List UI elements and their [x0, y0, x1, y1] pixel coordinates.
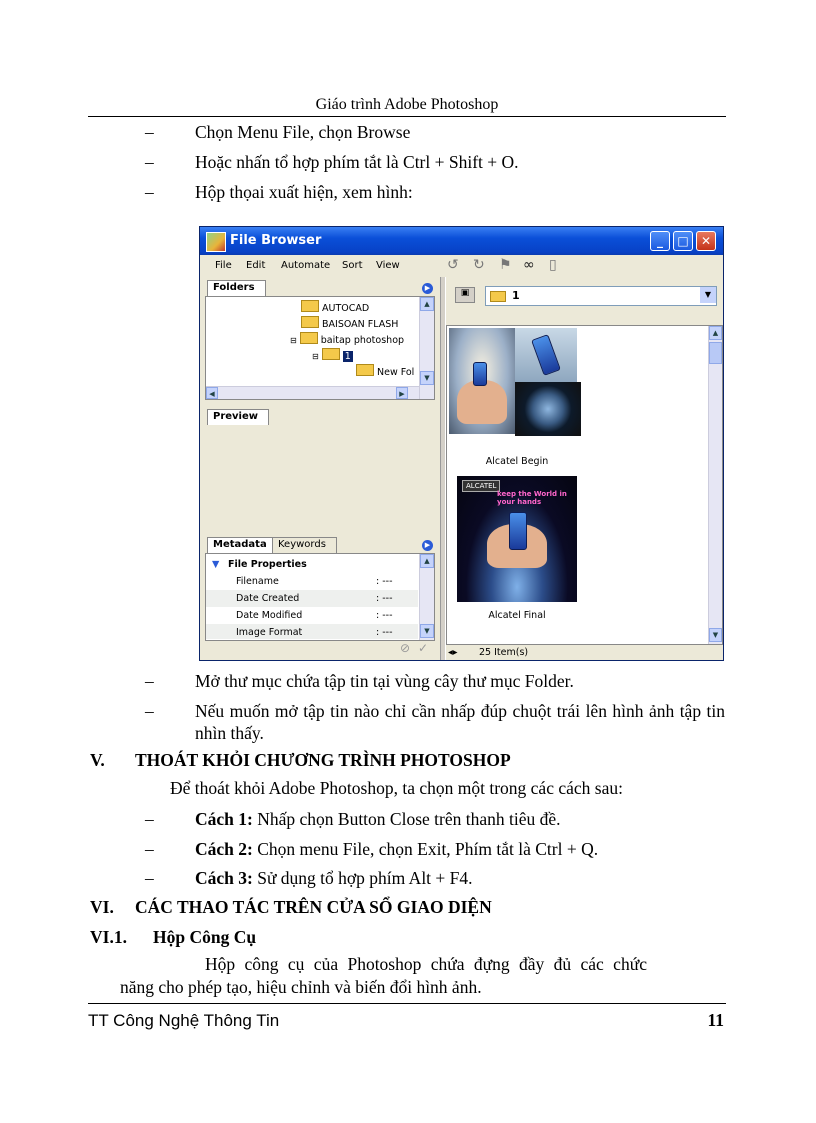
scroll-up-icon[interactable]: ▲	[420, 554, 434, 568]
collapse-icon[interactable]: ⊟	[290, 336, 297, 345]
check-icon[interactable]: ✓	[418, 641, 429, 655]
trash-icon[interactable]: ▯	[549, 257, 557, 273]
path-bar	[450, 283, 720, 307]
folder-item-selected[interactable]	[312, 348, 353, 362]
footer-org: TT Công Nghệ Thông Tin	[88, 1011, 280, 1030]
maximize-icon[interactable]: □	[673, 231, 693, 251]
scroll-up-icon[interactable]: ▲	[420, 297, 434, 311]
meta-row	[206, 590, 418, 607]
folder-icon	[300, 332, 318, 344]
section-heading	[90, 897, 492, 918]
meta-row	[206, 624, 418, 639]
scroll-down-icon[interactable]: ▼	[420, 371, 434, 385]
panel-menu-icon[interactable]: ▶	[422, 283, 433, 294]
meta-key: Date Created	[236, 593, 300, 604]
paragraph-line: Hộp công cụ của Photoshop chứa đựng đầy đủ các chức	[205, 954, 647, 974]
window-title-bar	[200, 227, 723, 255]
folder-item[interactable]	[301, 316, 398, 330]
thumbnail-pane	[445, 277, 723, 661]
minimize-icon[interactable]: _	[650, 231, 670, 251]
way-text: Sử dụng tổ hợp phím Alt + F4.	[252, 868, 473, 888]
rotate-cw-icon[interactable]: ↻	[473, 257, 485, 273]
thumbnail-alcatel-final[interactable]	[447, 471, 587, 631]
menu-bar	[200, 255, 440, 277]
paragraph-line: năng cho phép tạo, hiệu chỉnh và biến đổi hình ảnh.	[120, 977, 482, 997]
way-label: Cách 2:	[195, 839, 253, 859]
meta-row	[206, 607, 418, 624]
bullet-text: Hoặc nhấn tổ hợp phím tắt là Ctrl + Shift + O.	[195, 152, 519, 172]
subsection-title: Hộp Công Cụ	[153, 927, 257, 947]
bullet-text: Hộp thọai xuất hiện, xem hình:	[195, 182, 413, 202]
folder-dropdown[interactable]	[485, 286, 717, 306]
bullet-dash: –	[145, 839, 154, 859]
bullet-dash: –	[145, 671, 154, 691]
alcatel-slogan: keep the World in your hands	[497, 490, 567, 506]
page-footer	[88, 1003, 726, 1031]
scroll-down-icon[interactable]: ▼	[709, 628, 722, 642]
folder-up-icon[interactable]: ▣	[455, 287, 475, 303]
alcatel-brand: ALCATEL	[462, 480, 500, 492]
tab-folders[interactable]: Folders	[207, 280, 266, 296]
folder-label: 1	[344, 351, 351, 362]
thumbnail-alcatel-begin[interactable]	[447, 326, 587, 471]
folders-horizontal-scrollbar[interactable]	[206, 386, 419, 399]
folder-icon	[301, 300, 319, 312]
section-intro: Để thoát khỏi Adobe Photoshop, ta chọn một trong các cách sau:	[170, 778, 623, 798]
cancel-icon[interactable]: ⊘	[400, 641, 411, 655]
folder-label: New Fol	[377, 367, 415, 378]
page-number: 11	[707, 1010, 724, 1030]
tab-preview[interactable]: Preview	[207, 409, 269, 425]
bullet-text	[195, 838, 598, 860]
collapse-icon[interactable]: ⊟	[312, 352, 319, 361]
subsection-heading	[90, 927, 257, 948]
panel-menu-icon[interactable]: ▶	[422, 540, 433, 551]
folder-icon	[322, 348, 340, 360]
meta-value: : ---	[376, 593, 393, 604]
folder-item[interactable]	[301, 300, 369, 314]
window-title: File Browser	[230, 233, 322, 248]
meta-key: Date Modified	[236, 610, 303, 621]
folder-icon	[356, 364, 374, 376]
way-text: Chọn menu File, chọn Exit, Phím tắt là Ctrl + Q.	[252, 839, 599, 859]
subsection-number: VI.1.	[90, 927, 127, 947]
folder-icon	[301, 316, 319, 328]
metadata-panel	[205, 553, 435, 641]
bullet-text: Mở thư mục chứa tập tin tại vùng cây thư mục Folder.	[195, 671, 574, 691]
close-icon[interactable]: ✕	[696, 231, 716, 251]
bullet-text	[195, 808, 561, 830]
meta-value: : ---	[376, 627, 393, 638]
bullet-dash: –	[145, 701, 154, 721]
menu-sort[interactable]: Sort	[342, 260, 363, 271]
bullet-dash: –	[145, 809, 154, 829]
section-title: THOÁT KHỎI CHƯƠNG TRÌNH PHOTOSHOP	[135, 750, 511, 770]
expand-triangle-icon[interactable]: ▼	[212, 559, 220, 570]
toolbar	[443, 255, 723, 277]
thumbnail-caption: Alcatel Final	[488, 610, 546, 621]
scroll-right-icon[interactable]: ▶	[396, 387, 408, 399]
way-label: Cách 3:	[195, 868, 253, 888]
flag-icon[interactable]: ⚑	[499, 257, 512, 273]
meta-key: Image Format	[236, 627, 303, 638]
menu-file[interactable]: File	[215, 260, 232, 271]
preview-area	[205, 425, 433, 533]
meta-value: : ---	[376, 576, 393, 587]
bullet-dash: –	[145, 182, 154, 202]
path-value: 1	[512, 289, 520, 302]
meta-key: Filename	[236, 576, 279, 587]
section-number: VI.	[90, 897, 114, 917]
thumbnails-area	[446, 325, 723, 645]
metadata-scrollbar[interactable]	[419, 554, 434, 640]
folder-label: baitap photoshop	[320, 335, 405, 346]
rotate-ccw-icon[interactable]: ↺	[447, 257, 459, 273]
scroll-thumb[interactable]	[709, 342, 722, 364]
page-header: Giáo trình Adobe Photoshop	[88, 96, 726, 117]
folder-label: AUTOCAD	[322, 303, 370, 314]
file-properties-label: File Properties	[228, 559, 307, 570]
thumbnail-caption: Alcatel Begin	[485, 456, 549, 467]
menu-automate[interactable]: Automate	[281, 260, 331, 271]
photoshop-app-icon	[206, 232, 226, 252]
chevron-down-icon[interactable]: ▼	[700, 287, 716, 303]
file-properties-header[interactable]	[206, 556, 418, 573]
tab-metadata[interactable]: Metadata	[207, 537, 278, 553]
meta-value: : ---	[376, 610, 393, 621]
file-browser-screenshot	[199, 226, 724, 661]
folder-label: BAISOAN FLASH	[322, 319, 399, 330]
binoculars-icon[interactable]: ∞	[523, 257, 535, 273]
menu-edit[interactable]: Edit	[246, 260, 266, 271]
bullet-dash: –	[145, 868, 154, 888]
bullet-text: Chọn Menu File, chọn Browse	[195, 122, 411, 142]
status-bar	[445, 644, 723, 661]
way-text: Nhấp chọn Button Close trên thanh tiêu đề.	[252, 809, 561, 829]
thumb-image-hands-phone	[449, 328, 515, 434]
menu-view[interactable]: View	[376, 260, 400, 271]
thumb-image-alcatel-final	[457, 476, 577, 602]
scroll-left-icon[interactable]: ◀	[206, 387, 218, 399]
thumb-image-phone	[515, 328, 577, 382]
tab-keywords[interactable]: Keywords	[272, 537, 337, 553]
folder-item[interactable]	[356, 364, 414, 378]
scroll-up-icon[interactable]: ▲	[709, 326, 722, 340]
bullet-dash: –	[145, 152, 154, 172]
thumbnails-scrollbar[interactable]	[708, 326, 722, 644]
bullet-text	[195, 867, 473, 889]
thumb-image-earth	[515, 382, 581, 436]
resize-arrows-icon[interactable]: ◂▸	[448, 647, 458, 658]
folders-vertical-scrollbar[interactable]	[419, 297, 434, 399]
meta-row	[206, 573, 418, 590]
section-number: V.	[90, 750, 105, 770]
section-title: CÁC THAO TÁC TRÊN CỬA SỔ GIAO DIỆN	[135, 897, 492, 917]
section-heading	[90, 750, 511, 771]
folder-item[interactable]	[290, 332, 404, 346]
bullet-text: Nếu muốn mở tập tin nào chỉ cần nhấp đúp chuột trái lên hình ảnh tập tin nhìn thấy.	[195, 701, 725, 743]
item-count: 25 Item(s)	[479, 647, 529, 658]
scroll-down-icon[interactable]: ▼	[420, 624, 434, 638]
folders-tree	[205, 296, 435, 400]
way-label: Cách 1:	[195, 809, 253, 829]
bullet-dash: –	[145, 122, 154, 142]
folder-icon	[490, 291, 506, 302]
